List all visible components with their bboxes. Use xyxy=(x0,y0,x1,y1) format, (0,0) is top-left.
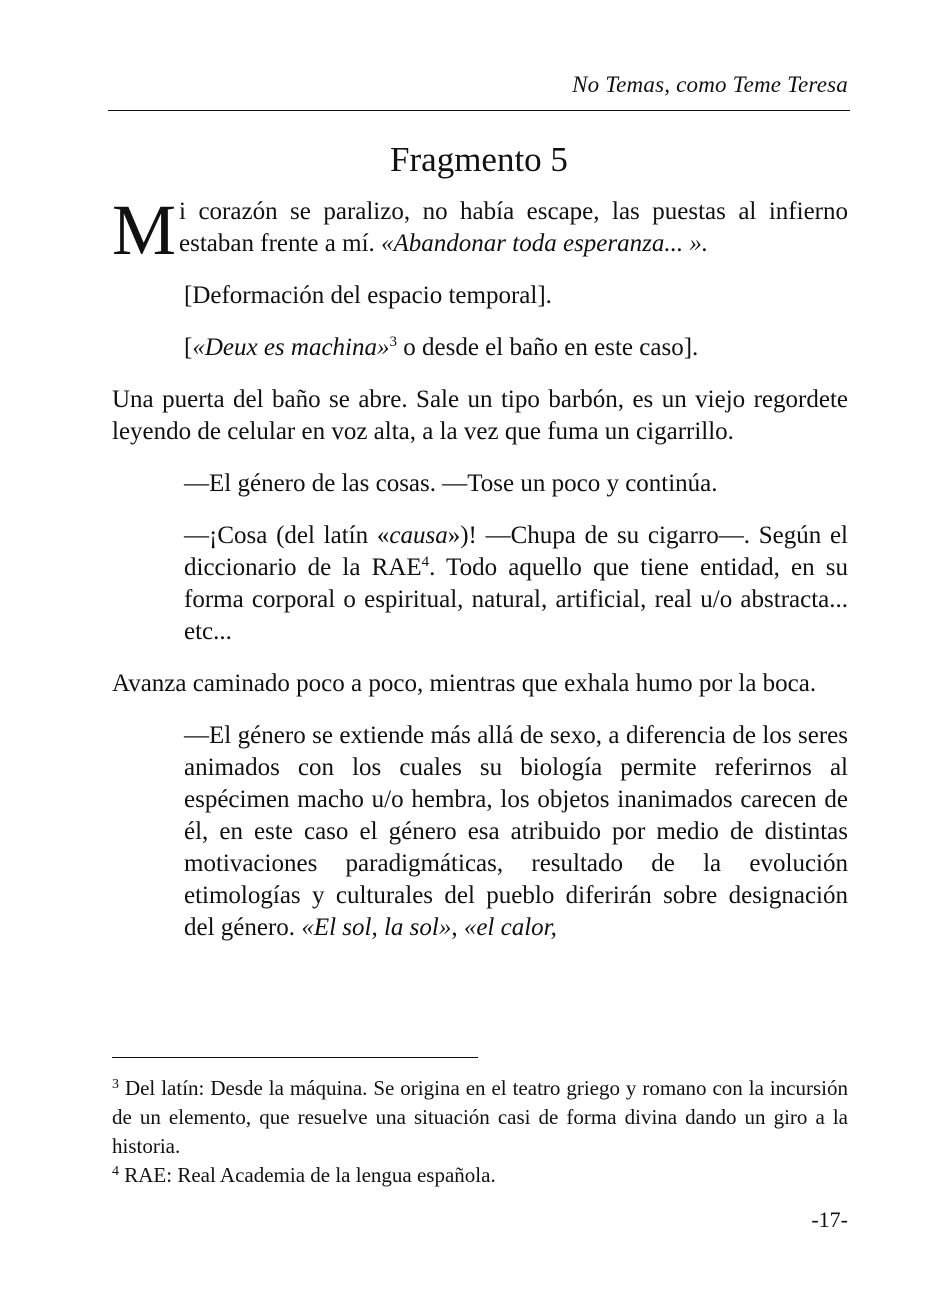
narrative-paragraph-1: Una puerta del baño se abre. Sale un tipo barbón, es un viejo regordete leyendo de celular en voz alta, a la vez que fuma un cigarrillo. xyxy=(112,386,848,445)
bracket-rest: o desde el baño en este caso]. xyxy=(397,334,699,361)
opening-text: i corazón se paralizo, no había escape, las puestas al infierno estaban frente a mí. xyxy=(179,198,848,257)
opening-paragraph xyxy=(112,190,848,270)
dialogue-3-italic-1: «El sol, la sol» xyxy=(301,914,452,941)
footnote-rule xyxy=(112,1057,478,1058)
chapter-title: Fragmento 5 xyxy=(390,140,568,179)
bracket-note-2 xyxy=(184,332,848,364)
dialogue-line-2 xyxy=(184,520,848,648)
footnote-4-mark: 4 xyxy=(112,1164,119,1179)
body-text xyxy=(112,190,849,944)
bracket-italic: «Deux es machina» xyxy=(192,334,390,361)
dialogue-3-text: —El género se extiende más allá de sexo, a diferencia de los seres animados con los cuales su biología permite referirnos al espécimen macho u/o hembra, los objetos inanimados carecen de él, en este caso el género esa atribuido por medio de distintas motivaciones paradigmáticas, resultado de la evolución etimologías y culturales del pueblo diferirán sobre designación del género. xyxy=(184,722,848,941)
running-head: No Temas, como Teme Teresa xyxy=(572,72,848,97)
dialogue-2-italic: causa xyxy=(389,522,448,549)
narrative-paragraph-2: Avanza caminado poco a poco, mientras que exhala humo por la boca. xyxy=(112,670,817,697)
dialogue-3-sep: , xyxy=(451,914,464,941)
footnote-4-text: RAE: Real Academia de la lengua española. xyxy=(119,1163,496,1187)
dialogue-2-part-3: . Todo aquello que tiene entidad, en su forma corporal o espiritual, natural, artificial, real u/o abstracta... etc... xyxy=(184,554,849,645)
dialogue-line-3 xyxy=(184,720,848,944)
dialogue-2-part-2: »)! —Chupa de su cigarro—. Según el diccionario de la RAE xyxy=(184,522,848,581)
page-number: -17- xyxy=(811,1207,848,1232)
footnote-3 xyxy=(112,1074,848,1161)
dialogue-3-italic-2: «el calor, xyxy=(463,914,557,941)
footnote-ref-4: 4 xyxy=(421,554,430,570)
bracket-note-1: [Deformación del espacio temporal]. xyxy=(184,282,552,309)
bracket-open: [ xyxy=(184,334,193,361)
drop-cap: M xyxy=(112,190,177,270)
footnote-3-text: Del latín: Desde la máquina. Se origina en el teatro griego y romano con la incursión de un elemento, que resuelve una situación casi de forma divina dando un giro a la historia. xyxy=(112,1076,848,1158)
opening-quote: «Abandonar toda esperanza... ». xyxy=(381,230,709,257)
footnote-3-mark: 3 xyxy=(112,1077,119,1092)
footnote-4 xyxy=(112,1161,848,1190)
footnote-ref-3: 3 xyxy=(389,334,397,350)
dialogue-2-part-1: —¡Cosa (del latín « xyxy=(184,522,390,549)
dialogue-line-1: —El género de las cosas. —Tose un poco y continúa. xyxy=(184,470,718,497)
footnotes xyxy=(112,1074,848,1190)
header-rule xyxy=(108,110,850,111)
